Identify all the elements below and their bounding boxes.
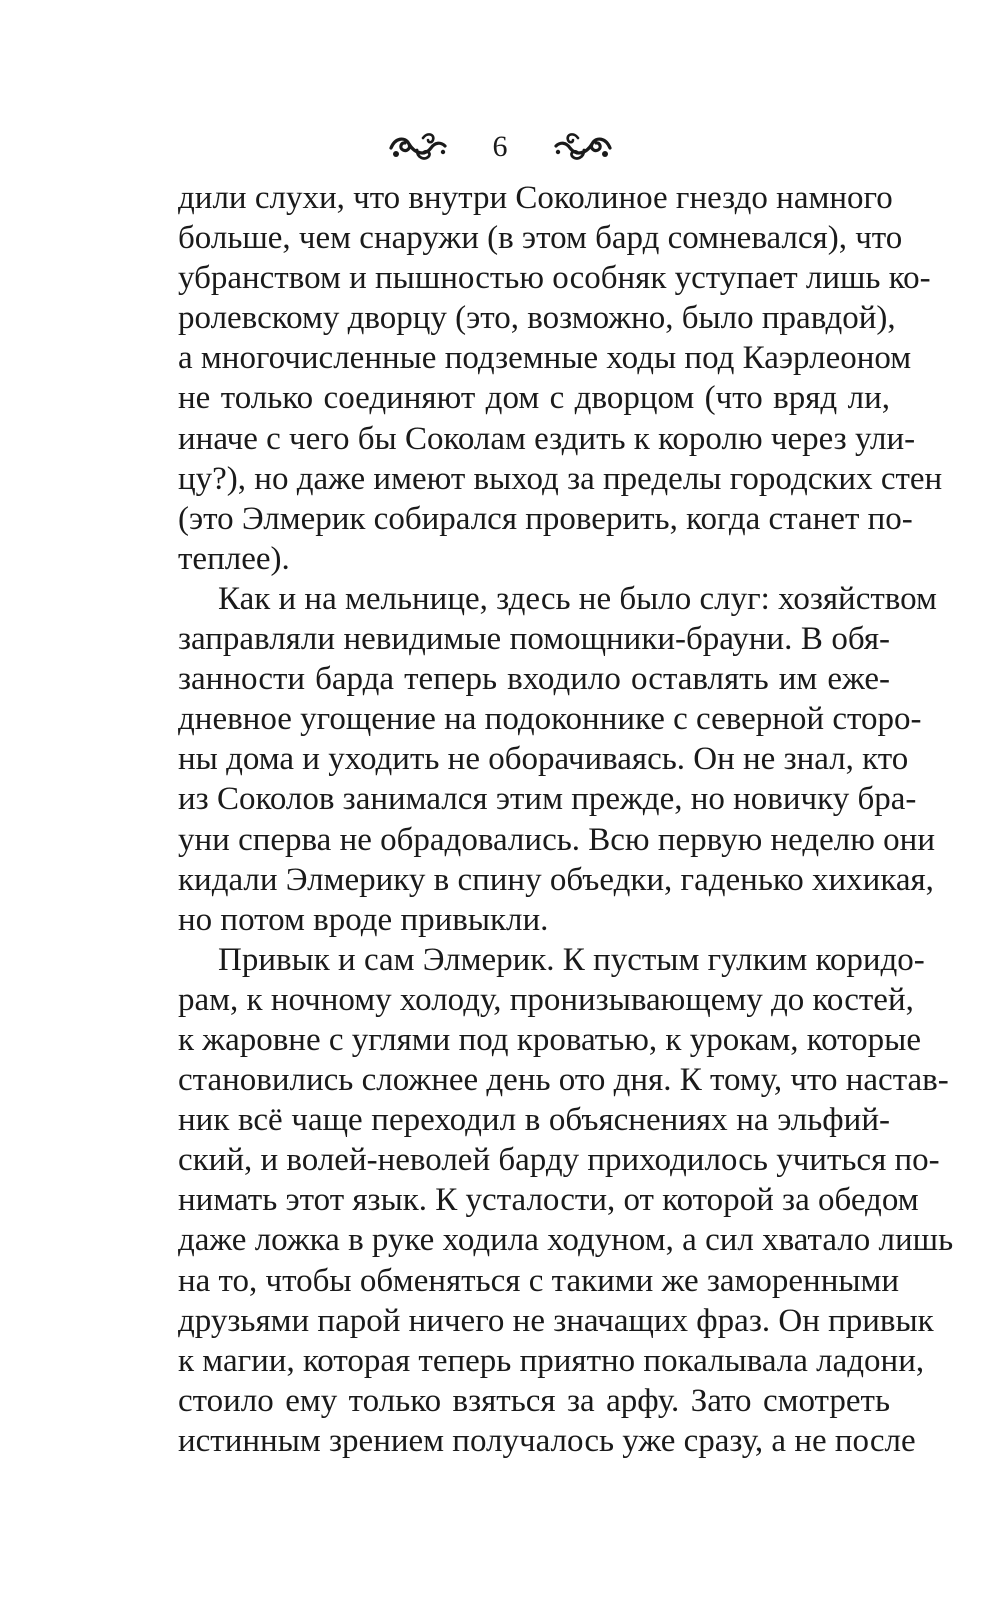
text-line: из Соколов занимался этим прежде, но новичку бра- (178, 781, 917, 818)
text-line: даже ложка в руке ходила ходуном, а сил хватало лишь (178, 1222, 954, 1259)
text-line: убранством и пышностью особняк уступает лишь ко- (178, 260, 931, 297)
text-line: кидали Элмерику в спину объедки, гаденько хихикая, (178, 861, 934, 898)
text-line: теплее). (178, 540, 290, 577)
text-line: цу?), но даже имеют выход за пределы городских стен (178, 460, 943, 497)
text-line: нимать этот язык. К усталости, от которой за обедом (178, 1182, 919, 1219)
text-line: заправляли невидимые помощники-брауни. В обя- (178, 621, 890, 658)
text-line: на то, чтобы обменяться с такими же заморенными (178, 1262, 900, 1299)
paragraph-first-line: Привык и сам Элмерик. К пустым гулким коридо- (218, 941, 925, 978)
text-line: рам, к ночному холоду, пронизывающему до костей, (178, 981, 914, 1018)
text-line: дили слухи, что внутри Соколиное гнездо намного (178, 180, 893, 216)
text-line: к жаровне с углями под кроватью, к урокам, которые (178, 1021, 921, 1058)
text-line: истинным зрением получалось уже сразу, а не после (178, 1422, 916, 1459)
text-line: становились сложнее день ото дня. К тому, что настав- (178, 1062, 949, 1099)
text-line: но потом вроде привыкли. (178, 901, 549, 938)
text-line: ник всё чаще переходил в объяснениях на эльфий- (178, 1102, 890, 1139)
page-header (0, 112, 1000, 182)
text-line: ский, и волей-неволей барду приходилось учиться по- (178, 1142, 940, 1179)
text-line: уни сперва не обрадовались. Всю первую неделю они (178, 821, 935, 858)
text-line: дневное угощение на подоконнике с северной сторо- (178, 701, 922, 738)
text-line: больше, чем снаружи (в этом бард сомневался), что (178, 220, 903, 257)
text-line: (это Элмерик собирался проверить, когда станет по- (178, 500, 913, 537)
flourish-ornament-right-icon (552, 130, 614, 164)
text-line: к магии, которая теперь приятно покалывала ладони, (178, 1342, 925, 1379)
text-line: занности барда теперь входило оставлять им еже- (178, 661, 890, 698)
text-line: друзьями парой ничего не значащих фраз. Он привык (178, 1302, 934, 1339)
flourish-ornament-left-icon (387, 130, 449, 164)
text-line: не только соединяют дом с дворцом (что вряд ли, (178, 380, 890, 417)
paragraph-first-line: Как и на мельнице, здесь не было слуг: хозяйством (218, 580, 937, 617)
text-line: ны дома и уходить не оборачиваясь. Он не знал, кто (178, 741, 909, 778)
body-text (178, 178, 954, 1461)
text-line: стоило ему только взяться за арфу. Зато смотреть (178, 1382, 890, 1419)
text-line: ролевскому дворцу (это, возможно, было правдой), (178, 300, 896, 337)
page-number: 6 (492, 130, 508, 163)
text-line: а многочисленные подземные ходы под Каэрлеоном (178, 340, 912, 377)
text-line: иначе с чего бы Соколам ездить к королю через ули- (178, 420, 916, 457)
